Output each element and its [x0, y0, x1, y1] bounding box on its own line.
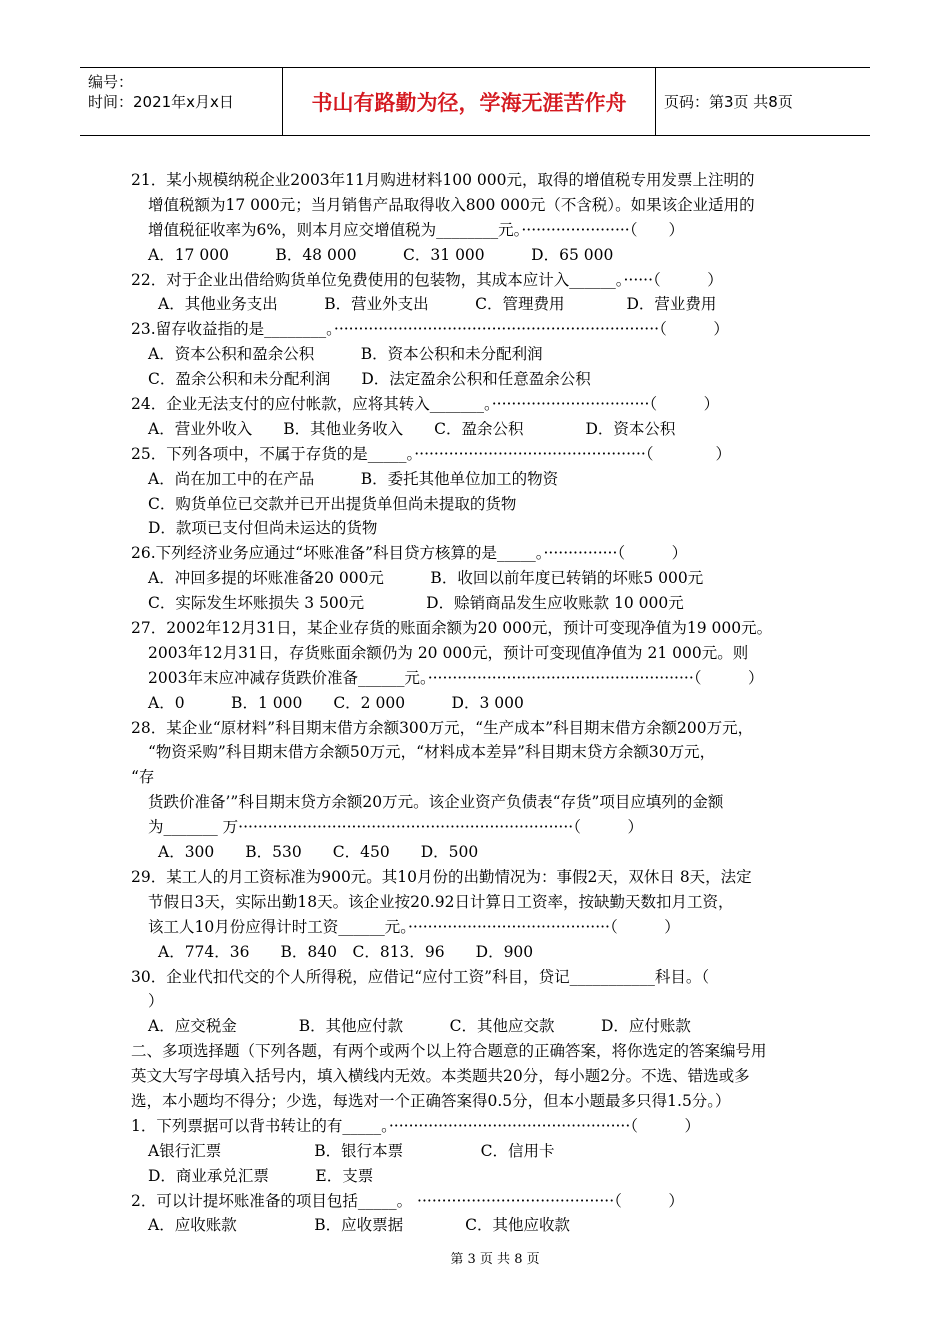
- question-29-line-3: 该工人10月份应得计时工资______元。·········································（ ）: [148, 917, 680, 936]
- question-26-options-ab: A．冲回多提的坏账准备20 000元 B．收回以前年度已转销的坏账5 000元: [148, 569, 704, 588]
- question-30-stem-end: ）: [148, 992, 164, 1011]
- question-25-options-ab: A．尚在加工中的在产品 B．委托其他单位加工的物资: [148, 469, 559, 488]
- question-29-line-1: 29．某工人的月工资标准为900元。其10月份的出勤情况为：事假2天，双休日 8天，法定: [131, 867, 752, 886]
- question-23-options-cd: C．盈余公积和未分配利润 D．法定盈余公积和任意盈余公积: [148, 370, 591, 389]
- question-22-stem: 22．对于企业出借给购货单位免费使用的包装物，其成本应计入______。······（ ）: [131, 270, 723, 289]
- question-21-line-2: 增值税额为17 000元；当月销售产品取得收入800 000元（不含税）。如果该企业适用的: [148, 195, 755, 214]
- multi-question-1-stem: 1．下列票据可以背书转让的有_____。·················································（ ）: [131, 1116, 701, 1135]
- question-28-line-3: “存: [131, 768, 155, 787]
- question-29-options: A．774．36 B．840 C．813．96 D．900: [158, 942, 534, 961]
- multi-question-2-options: A．应收账款 B．应收票据 C．其他应收款: [148, 1216, 570, 1235]
- page-header: [80, 67, 870, 136]
- question-26-stem: 26.下列经济业务应通过“坏账准备”科目贷方核算的是_____。···············（ ）: [131, 544, 688, 563]
- question-22-options: A．其他业务支出 B．营业外支出 C．管理费用 D．营业费用: [158, 295, 717, 314]
- question-27-line-3: 2003年末应冲减存货跌价准备______元。······················································（ ）: [148, 668, 764, 687]
- section-2-heading-line-1: 二、多项选择题（下列各题，有两个或两个以上符合题意的正确答案，将你选定的答案编号用: [131, 1042, 767, 1061]
- header-page-label: 页码：第3页 共8页: [664, 93, 793, 111]
- question-26-options-cd: C．实际发生坏账损失 3 500元 D．赊销商品发生应收账款 10 000元: [148, 594, 684, 613]
- question-28-line-2: “物资采购”科目期末借方余额50万元，“材料成本差异”科目期末贷方余额30万元，: [148, 743, 716, 762]
- header-meta: [80, 68, 283, 135]
- question-25-stem: 25．下列各项中，不属于存货的是_____。···············································（ ）: [131, 444, 732, 463]
- question-28-line-4: 货跌价准备’”科目期末贷方余额20万元。该企业资产负债表“存货”项目应填列的金额: [148, 793, 724, 812]
- question-30-options: A．应交税金 B．其他应付款 C．其他应交款 D．应付账款: [148, 1017, 691, 1036]
- question-25-option-c: C．购货单位已交款并已开出提货单但尚未提取的货物: [148, 494, 517, 513]
- question-27-options: A．0 B．1 000 C．2 000 D．3 000: [148, 693, 524, 712]
- page-footer: 第 3 页 共 8 页: [450, 1252, 540, 1267]
- document-number-label: 编号：: [88, 73, 134, 91]
- question-21-options: A．17 000 B．48 000 C．31 000 D．65 000: [148, 245, 614, 264]
- document-time-label: 时间：2021年x月x日: [88, 93, 234, 111]
- section-2-heading-line-3: 选，本小题均不得分；少选，每选对一个正确答案得0.5分，但本小题最多只得1.5分。）: [131, 1091, 731, 1110]
- question-28-options: A．300 B．530 C．450 D．500: [158, 843, 479, 862]
- question-27-line-2: 2003年12月31日，存货账面余额仍为 20 000元，预计可变现值净值为 21 000元。则: [148, 643, 749, 662]
- header-motto: 书山有路勤为径，学海无涯苦作舟: [283, 68, 656, 135]
- question-29-line-2: 节假日3天，实际出勤18天。该企业按20.92日计算日工资率，按缺勤天数扣月工资，: [148, 892, 734, 911]
- multi-question-2-stem: 2．可以计提坏账准备的项目包括_____。 ········································（ ）: [131, 1191, 684, 1210]
- question-24-options: A．营业外收入 B．其他业务收入 C．盈余公积 D．资本公积: [148, 419, 676, 438]
- question-23-options-ab: A．资本公积和盈余公积 B．资本公积和未分配利润: [148, 345, 543, 364]
- question-25-option-d: D．款项已支付但尚未运达的货物: [148, 519, 378, 538]
- exam-questions: [131, 168, 831, 1238]
- question-24-stem: 24．企业无法支付的应付帐款，应将其转入_______。································（ ）: [131, 395, 720, 414]
- question-21-line-3: 增值税征收率为6%，则本月应交增值税为________元。······················（ ）: [148, 220, 684, 239]
- question-28-line-5: 为_______ 万····································································（ ）: [148, 818, 643, 837]
- question-30-stem: 30．企业代扣代交的个人所得税，应借记“应付工资”科目，贷记___________科目。（: [131, 967, 710, 986]
- multi-question-1-options-de: D．商业承兑汇票 E．支票: [148, 1166, 374, 1185]
- question-28-line-1: 28．某企业“原材料”科目期末借方余额300万元，“生产成本”科目期末借方余额200万元，: [131, 718, 754, 737]
- section-2-heading-line-2: 英文大写字母填入括号内，填入横线内无效。本类题共20分，每小题2分。不选、错选或多: [131, 1067, 750, 1086]
- question-27-line-1: 27．2002年12月31日，某企业存货的账面余额为20 000元，预计可变现净值为19 000元。: [131, 619, 773, 638]
- question-23-stem: 23.留存收益指的是________。··································································（ ）: [131, 320, 729, 339]
- multi-question-1-options-abc: A银行汇票 B．银行本票 C．信用卡: [148, 1141, 555, 1160]
- question-21-line-1: 21．某小规模纳税企业2003年11月购进材料100 000元，取得的增值税专用发票上注明的: [131, 171, 755, 189]
